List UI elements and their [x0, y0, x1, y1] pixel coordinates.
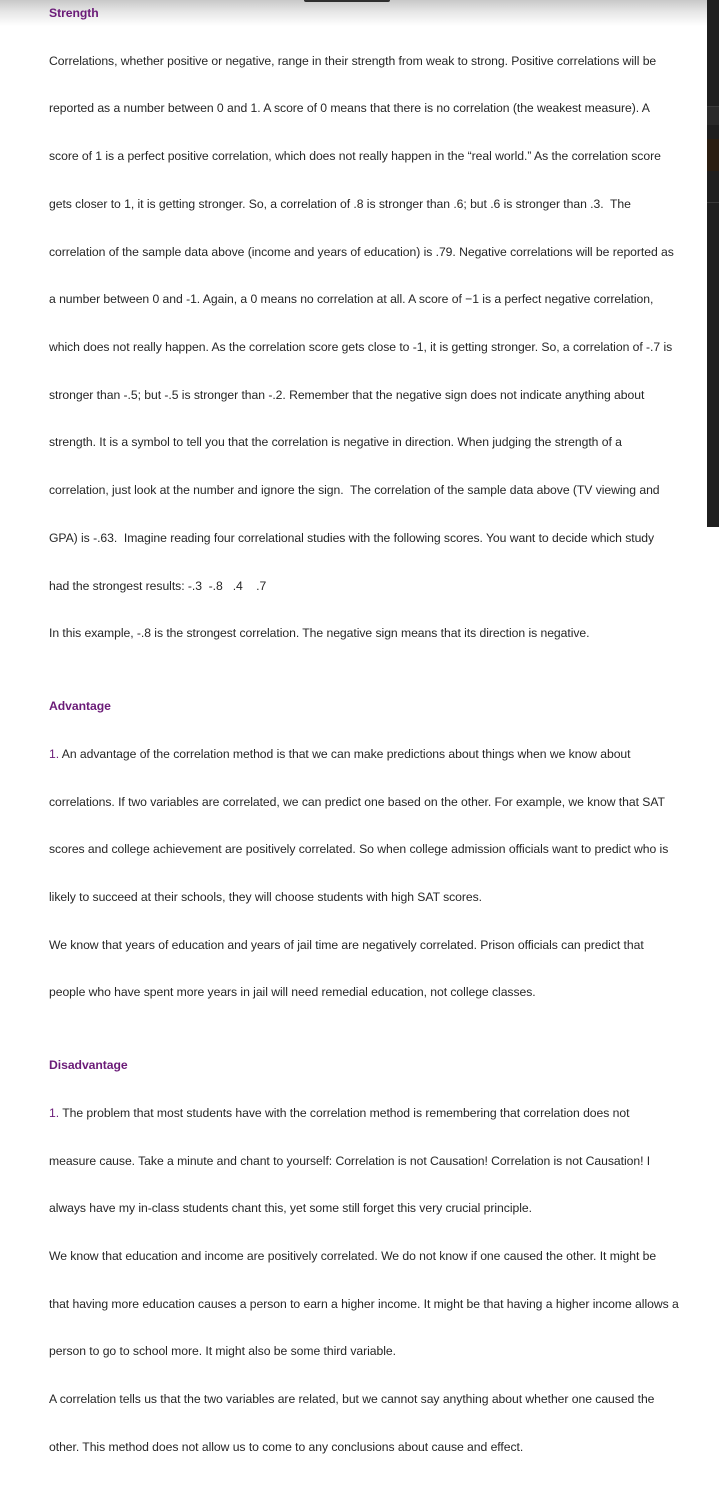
- top-tab-handle: [304, 0, 390, 2]
- section-body: [49, 715, 699, 1033]
- section-heading: Disadvantage: [49, 1058, 128, 1073]
- section-strength: [49, 6, 699, 674]
- text-line: which does not really happen. As the correlation score gets close to -1, it is getting stronger. So, a correlation of -.7 is: [49, 340, 673, 355]
- text-line: person to go to school more. It might also be some third variable.: [49, 1344, 396, 1359]
- section-disadvantage: [49, 1058, 699, 1487]
- text-line: We know that years of education and years of jail time are negatively correlated. Prison officials can predict that: [49, 937, 644, 952]
- text-line-rest: An advantage of the correlation method is that we can make predictions about things when we know about: [59, 746, 631, 761]
- text-line: A correlation tells us that the two variables are related, but we cannot say anything about whether one caused the: [49, 1392, 655, 1407]
- text-line: had the strongest results: -.3 -.8 .4 .7: [49, 578, 267, 593]
- text-line: likely to succeed at their schools, they will choose students with high SAT scores.: [49, 889, 483, 904]
- spacer: [49, 1033, 699, 1058]
- text-line: strength. It is a symbol to tell you that the correlation is negative in direction. When judging the strength of a: [49, 435, 622, 450]
- text-line: always have my in-class students chant this, yet some still forget this very crucial principle.: [49, 1201, 532, 1216]
- text-line: correlation, just look at the number and ignore the sign. The correlation of the sample data above (TV viewing and: [49, 483, 660, 498]
- text-line: stronger than -.5; but -.5 is stronger than -.2. Remember that the negative sign does not indicate anything about: [49, 387, 645, 402]
- list-number: 1.: [49, 1105, 60, 1120]
- text-line: [49, 1106, 699, 1122]
- text-line: In this example, -.8 is the strongest correlation. The negative sign means that its direction is negative.: [49, 626, 590, 641]
- panel-band: [707, 139, 719, 171]
- text-line: GPA) is -.63. Imagine reading four correlational studies with the following scores. You want to decide which study: [49, 530, 655, 545]
- text-line: a number between 0 and -1. Again, a 0 means no correlation at all. A score of −1 is a perfect negative correlation,: [49, 292, 654, 307]
- spacer: [49, 674, 699, 699]
- text-line: Correlations, whether positive or negative, range in their strength from weak to strong. Positive correlations will be: [49, 53, 657, 68]
- text-line: measure cause. Take a minute and chant to yourself: Correlation is not Causation! Correlation is not Causation! I: [49, 1153, 651, 1168]
- panel-band: [707, 106, 719, 125]
- text-line: correlations. If two variables are correlated, we can predict one based on the other. For example, we know that SAT: [49, 794, 665, 809]
- text-line: [49, 747, 699, 763]
- right-dark-panel: [707, 0, 719, 527]
- text-line: scores and college achievement are positively correlated. So when college admission officials want to predict who is: [49, 842, 669, 857]
- text-line: people who have spent more years in jail will need remedial education, not college classes.: [49, 985, 536, 1000]
- section-body: [49, 22, 699, 674]
- section-advantage: [49, 699, 699, 1033]
- section-heading: Advantage: [49, 699, 111, 714]
- text-line: that having more education causes a person to earn a higher income. It might be that having a higher income allows a: [49, 1296, 679, 1311]
- text-line: score of 1 is a perfect positive correlation, which does not really happen in the “real world.” As the correlation score: [49, 149, 661, 164]
- section-body: [49, 1074, 699, 1488]
- text-line: reported as a number between 0 and 1. A score of 0 means that there is no correlation (the weakest measure). A: [49, 101, 650, 116]
- text-line: gets closer to 1, it is getting stronger. So, a correlation of .8 is stronger than .6; but .6 is stronger than .3. The: [49, 196, 631, 211]
- panel-divider: [707, 202, 719, 203]
- text-line: correlation of the sample data above (income and years of education) is .79. Negative correlations will be reported as: [49, 244, 674, 259]
- section-heading: Strength: [49, 6, 99, 20]
- text-line-rest: The problem that most students have with the correlation method is remembering that correlation does not: [59, 1105, 630, 1120]
- text-line: We know that education and income are positively correlated. We do not know if one caused the other. It might be: [49, 1248, 657, 1263]
- text-line: other. This method does not allow us to come to any conclusions about cause and effect.: [49, 1439, 524, 1454]
- document-page: [49, 6, 699, 1488]
- list-number: 1.: [49, 746, 60, 761]
